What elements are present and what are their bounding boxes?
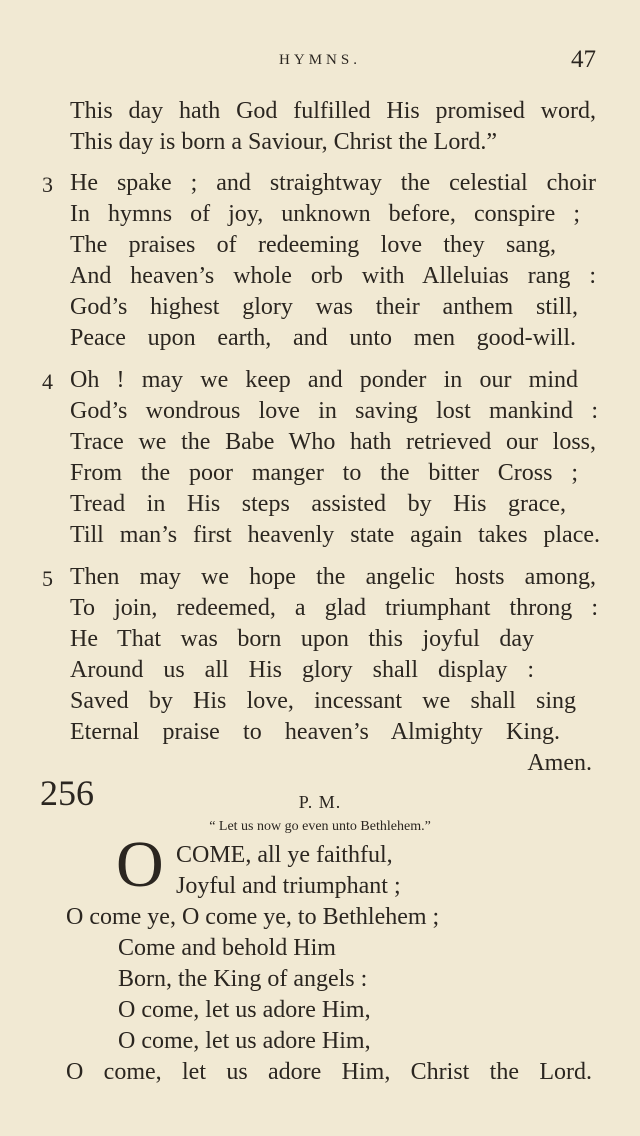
stanza-line: Trace we the Babe Who hath retrieved our loss, xyxy=(70,429,596,455)
hymn-line: O come, let us adore Him, Christ the Lord. xyxy=(66,1059,592,1085)
stanza-line: This day is born a Saviour, Christ the Lord.” xyxy=(70,129,497,155)
hymn-number: 256 xyxy=(40,773,94,813)
hymn-epigraph: “ Let us now go even unto Bethlehem.” xyxy=(209,819,431,834)
hymn-meter: P. M. xyxy=(298,792,342,812)
stanza-line: Oh ! may we keep and ponder in our mind xyxy=(70,367,578,393)
stanza-line: Till man’s first heavenly state again takes place. xyxy=(70,522,600,548)
stanza-line: From the poor manger to the bitter Cross ; xyxy=(70,460,578,486)
hymn-line: COME, all ye faithful, xyxy=(176,842,393,868)
hymn-line: Come and behold Him xyxy=(118,935,336,961)
hymn-line: O come, let us adore Him, xyxy=(118,1028,371,1054)
stanza-line: This day hath God fulfilled His promised word, xyxy=(70,98,596,124)
stanza-line: Saved by His love, incessant we shall sing xyxy=(70,688,576,714)
running-header: HYMNS. xyxy=(279,52,361,68)
stanza-line: Around us all His glory shall display : xyxy=(70,657,534,683)
stanza-line: God’s highest glory was their anthem still, xyxy=(70,294,578,320)
stanza-line: To join, redeemed, a glad triumphant throng : xyxy=(70,595,598,621)
hymn-line: O come ye, O come ye, to Bethlehem ; xyxy=(66,904,440,930)
stanza-line: He spake ; and straightway the celestial choir xyxy=(70,170,596,196)
stanza-line: In hymns of joy, unknown before, conspire ; xyxy=(70,201,580,227)
page-number: 47 xyxy=(571,46,596,73)
stanza-line: He That was born upon this joyful day xyxy=(70,626,534,652)
stanza-line: God’s wondrous love in saving lost mankind : xyxy=(70,398,598,424)
drop-cap: O xyxy=(116,828,164,901)
stanza-line: Then may we hope the angelic hosts among, xyxy=(70,564,596,590)
hymn-line: Joyful and triumphant ; xyxy=(176,873,401,899)
amen: Amen. xyxy=(527,750,592,776)
stanza-line: And heaven’s whole orb with Alleluias rang : xyxy=(70,263,596,289)
verse-number: 3 xyxy=(42,172,53,197)
verse-number: 5 xyxy=(42,566,53,591)
stanza-line: Eternal praise to heaven’s Almighty King. xyxy=(70,719,560,745)
stanza-line: Tread in His steps assisted by His grace, xyxy=(70,491,566,517)
hymn-line: Born, the King of angels : xyxy=(118,966,368,992)
stanza-line: Peace upon earth, and unto men good-will. xyxy=(70,325,576,351)
verse-number: 4 xyxy=(42,369,53,394)
hymn-line: O come, let us adore Him, xyxy=(118,997,371,1023)
stanza-line: The praises of redeeming love they sang, xyxy=(70,232,556,258)
